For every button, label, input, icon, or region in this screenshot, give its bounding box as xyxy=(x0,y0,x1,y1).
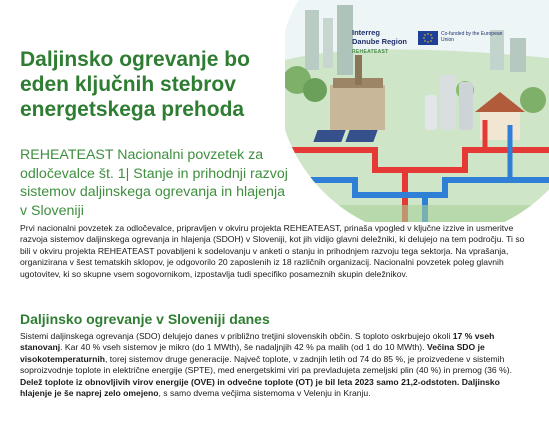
body-text-4: , s samo dvema večjima sistemoma v Velenju in Kranju. xyxy=(158,388,371,399)
project-logo-text: REHEATEAST xyxy=(352,49,389,55)
section-heading: Daljinsko ogrevanje v Sloveniji danes xyxy=(20,311,270,327)
page-title: Daljinsko ogrevanje bo eden ključnih stebrov energetskega prehoda xyxy=(20,48,250,121)
body-text-2: . Kar 40 % vseh sistemov je mikro (do 1 MWth), še nadaljnjih 42 % pa malih (od 1 do 10 MWth). xyxy=(60,342,427,353)
page-subtitle: REHEATEAST Nacionalni povzetek za odločevalce št. 1| Stanje in prihodnji razvoj sistemov daljinskega ogrevanja in hlajenja v Sloveniji xyxy=(20,147,288,219)
section-body xyxy=(20,331,532,399)
body-bold-3: Delež toplote iz obnovljivih virov energije (OVE) in odvečne toplote (OT) je bil leta 2023 samo 21,2-odstoten. Daljinsko hlajenje je še naprej zelo omejeno xyxy=(20,376,500,399)
danube-region-text: Danube Region xyxy=(352,37,408,46)
interreg-logo-text: Interreg xyxy=(352,28,380,37)
body-bold-2: Večina SDO je visokotemperaturnih xyxy=(20,342,485,364)
logo-block xyxy=(352,28,502,56)
body-text-3: , torej sistemov druge generacije. Največ toplote, v zadnjih letih od 74 do 85 %, je proizvedene v sistemih soproizvodnje toplote in električne energije (SPTE), med energetskimi viri pa prevladujeta zemeljski plin (40 %) in premog (36 %). xyxy=(20,353,512,376)
cofunded-eu-text: Co-funded by the European Union xyxy=(441,31,503,43)
intro-paragraph: Prvi nacionalni povzetek za odločevalce, pripravljen v okviru projekta REHEATEAST, prinaša vpogled v ključne izzive in usmeritve razvoja sistemov daljinskega ogrevanja in hlajenja (SDOH) v Sloveniji, kot jih vidijo glavni deležniki, ki delujejo na tem področju. Ti so bili v okviru projekta REHEATEAST povabljeni k sodelovanju v anketi o stanju in prihodnjem razvoju tega sektorja. Na vprašanja, organizirana v šest tematskih sklopov, je odgovorilo 20 zaposlenih iz 18 različnih organizacij. Nacionalni povzetek poleg glavnih ugotovitev, ki so skupne vsem sogovornikom, izpostavlja tudi specifiko posameznih skupin deležnikov. xyxy=(20,223,525,279)
body-bold-1: 17 % vseh stanovanj xyxy=(20,331,495,353)
body-text-1: Sistemi daljinskega ogrevanja (SDO) delujejo danes v približno tretjini slovenskih občin. S toploto oskrbujejo okoli xyxy=(20,331,453,341)
eu-flag-icon xyxy=(418,31,438,45)
